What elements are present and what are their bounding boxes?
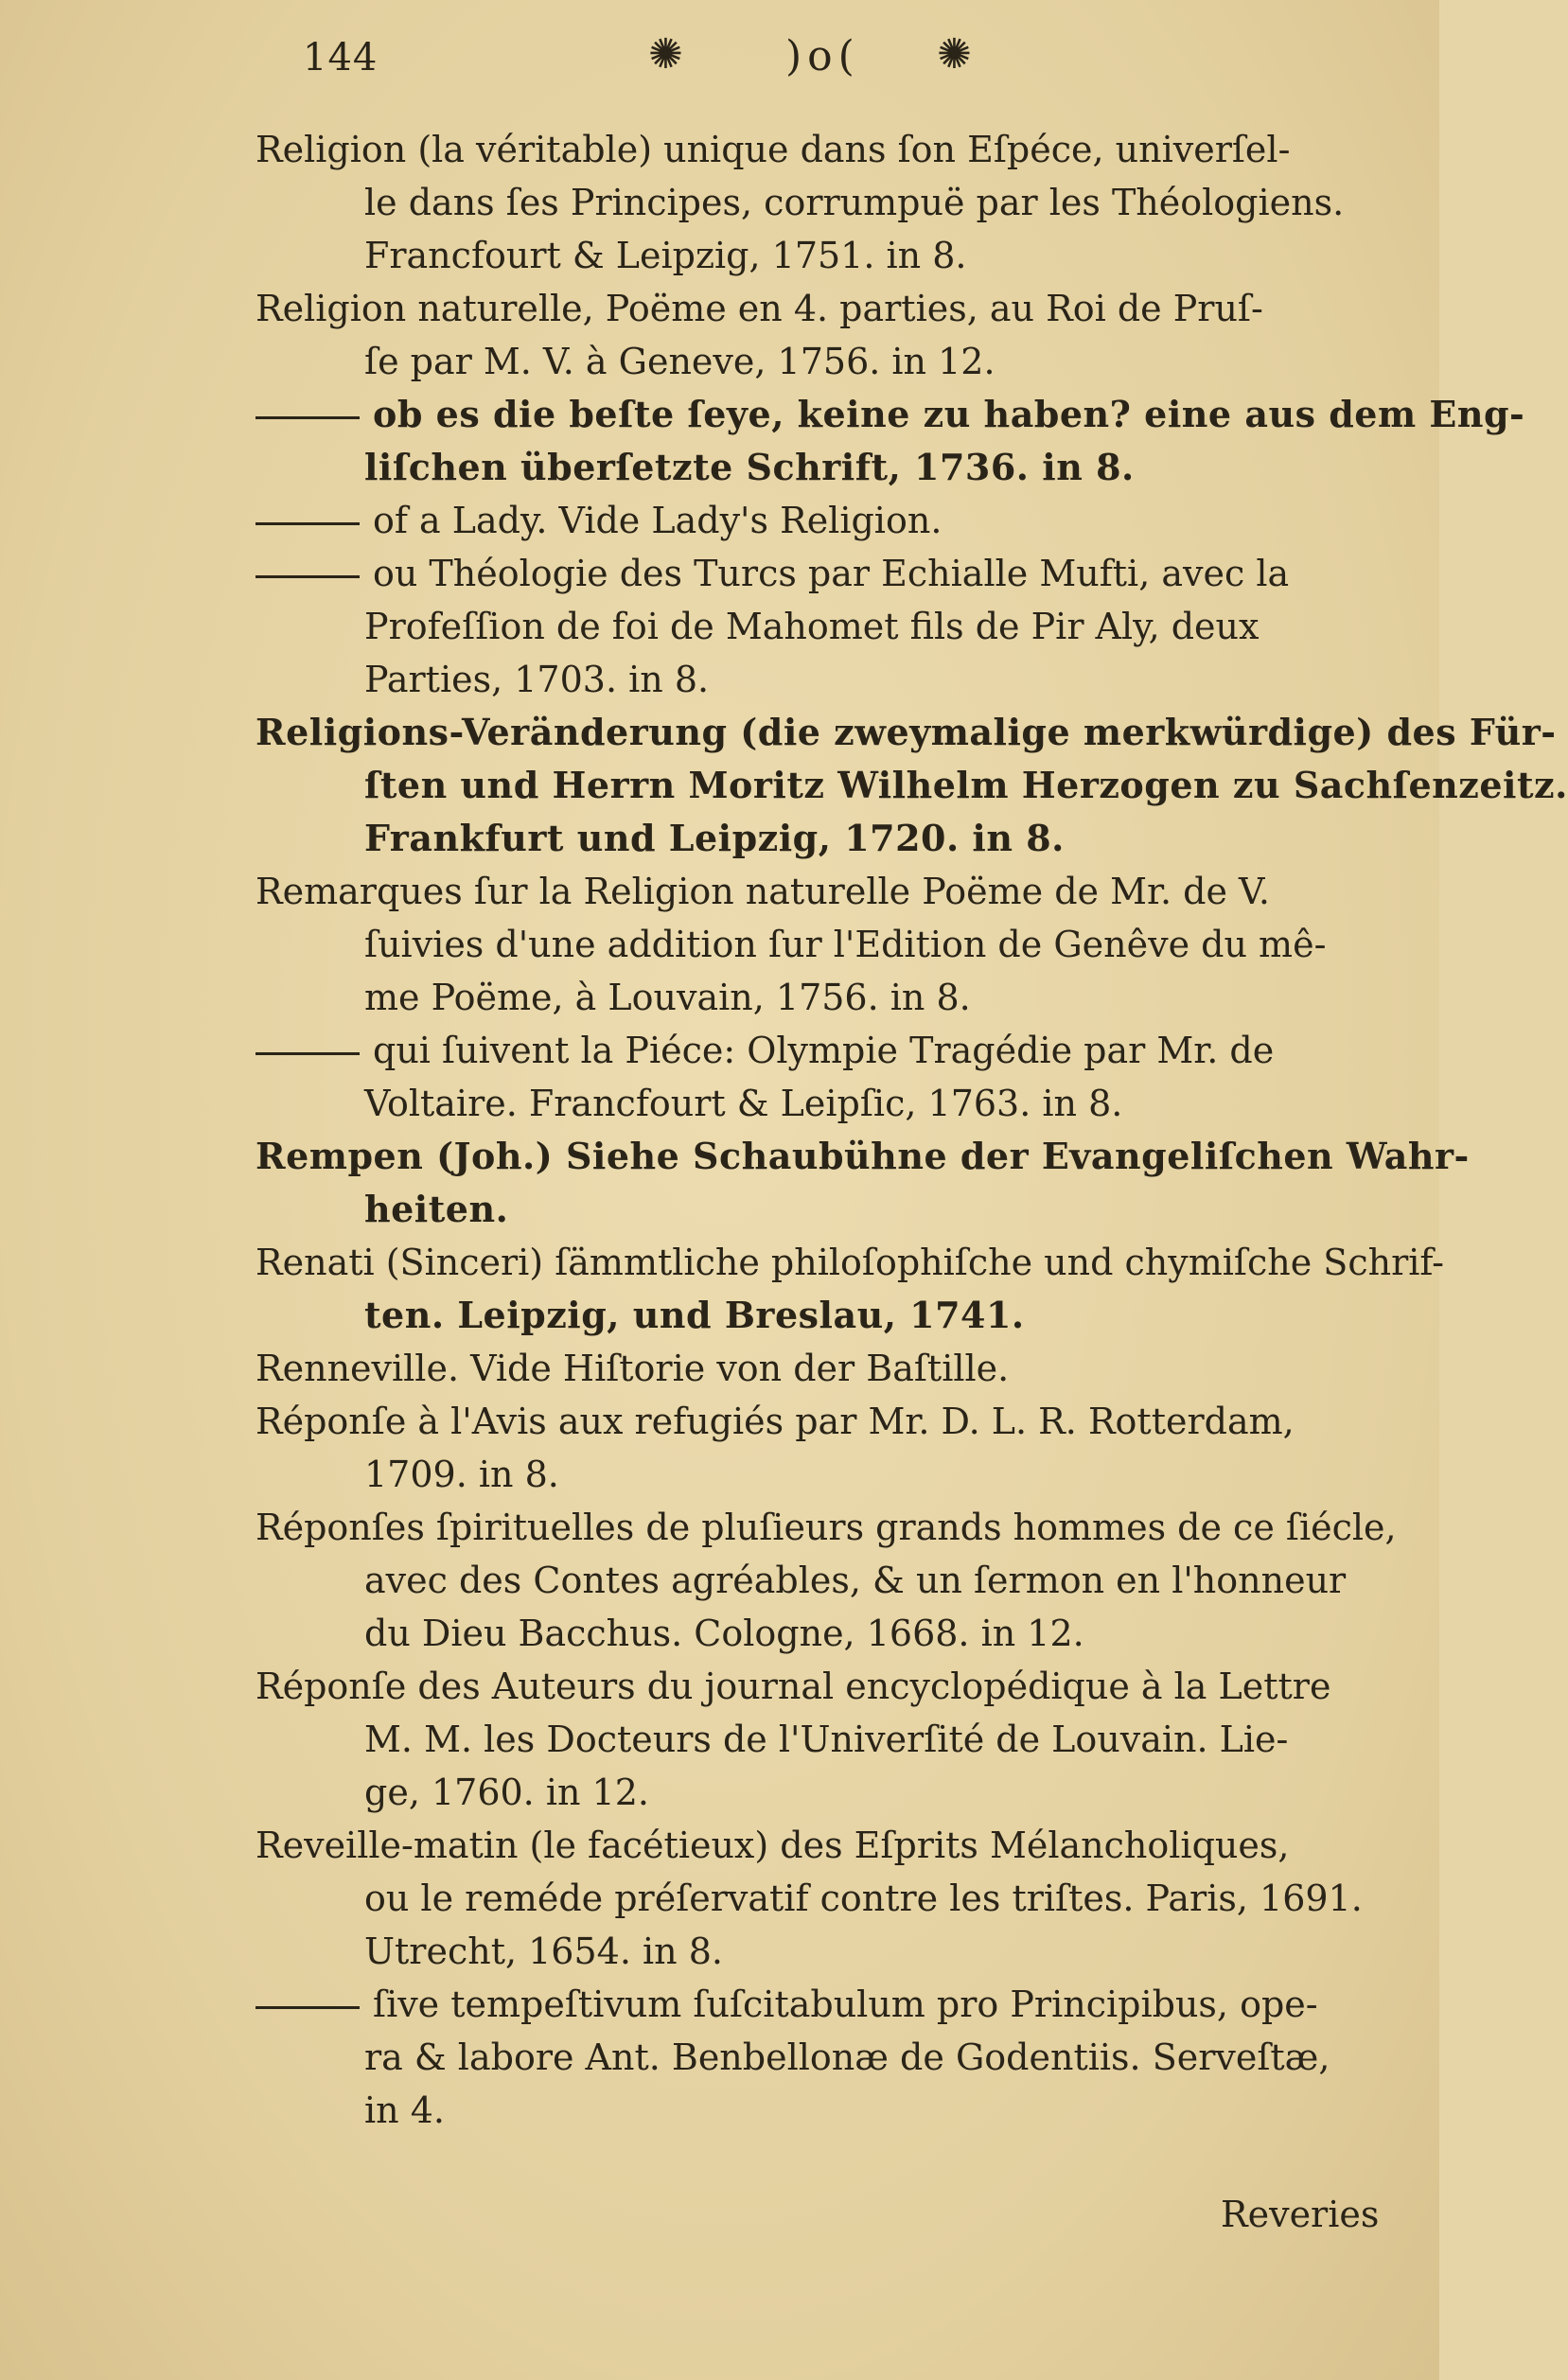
entry-line: ou le reméde préſervatif contre les triſtes. Paris, 1691. <box>364 1878 1363 1919</box>
entry-line: in 4. <box>364 2089 445 2131</box>
entry-renati <box>255 1236 1444 1342</box>
catalog-entries <box>255 123 1568 2137</box>
ditto-dash <box>255 1052 360 1055</box>
entry-line: Reveille-matin (le facétieux) des Eſprits Mélancholiques, <box>255 1825 1290 1866</box>
entry-line: Religion (la véritable) unique dans ſon Eſpéce, univerſel- <box>255 129 1291 170</box>
entry-religion-veritable <box>255 123 1410 282</box>
entry-line: Renneville. Vide Hiſtorie von der Baſtille. <box>255 1348 1010 1389</box>
entry-line-text: ob es die beſte ſeye, keine zu haben? eine aus dem Eng- <box>373 393 1525 435</box>
ditto-dash <box>255 575 360 578</box>
entry-religion-lady <box>255 494 1410 547</box>
entry-reponse-avis <box>255 1395 1410 1501</box>
ornament-right-icon: ✺ <box>937 30 972 79</box>
entry-reveille-matin <box>255 1819 1410 1978</box>
entry-line: Francfourt & Leipzig, 1751. in 8. <box>364 235 967 276</box>
ornament-left-icon: ✺ <box>648 30 683 79</box>
entry-line: Profeſſion de foi de Mahomet fils de Pir Aly, deux <box>364 606 1260 647</box>
entry-remarques <box>255 865 1410 1024</box>
entry-line: Remarques ſur la Religion naturelle Poëme de Mr. de V. <box>255 871 1270 912</box>
entry-line <box>255 1978 1410 2031</box>
entry-religion-turcs <box>255 547 1410 706</box>
entry-line: le dans ſes Principes, corrumpuë par les Théologiens. <box>364 182 1345 223</box>
entry-line: Rempen (Joh.) Siehe Schaubühne der Evangeliſchen Wahr- <box>255 1135 1470 1177</box>
entry-remarques-olympie <box>255 1024 1410 1130</box>
ditto-dash <box>255 522 360 525</box>
page-number: 144 <box>303 36 379 79</box>
entry-line: Religions-Veränderung (die zweymalige merkwürdige) des Für- <box>255 711 1557 753</box>
entry-line: heiten. <box>364 1188 509 1230</box>
entry-line: liſchen überſetzte Schrift, 1736. in 8. <box>364 446 1135 488</box>
entry-line: ten. Leipzig, und Breslau, 1741. <box>364 1294 1025 1336</box>
entry-line: ſuivies d'une addition ſur l'Edition de Genêve du mê- <box>364 924 1327 965</box>
page-header <box>284 26 1136 93</box>
entry-religions-veraenderung <box>255 706 1568 865</box>
entry-line: Réponſes ſpirituelles de pluſieurs grands hommes de ce ſiécle, <box>255 1507 1397 1548</box>
entry-reponse-auteurs <box>255 1660 1410 1819</box>
entry-line: ra & labore Ant. Benbellonæ de Godentiis. Serveſtæ, <box>364 2036 1330 2078</box>
entry-religion-beste <box>255 388 1525 494</box>
entry-rempen <box>255 1130 1470 1236</box>
entry-line: me Poëme, à Louvain, 1756. in 8. <box>364 977 971 1018</box>
ditto-dash <box>255 2006 360 2009</box>
entry-line-text: of a Lady. Vide Lady's Religion. <box>373 500 943 541</box>
entry-line: ſten und Herrn Moritz Wilhelm Herzogen zu Sachſenzeitz. <box>364 764 1568 806</box>
ditto-dash <box>255 416 360 419</box>
entry-line-text: qui ſuivent la Piéce: Olympie Tragédie par Mr. de <box>373 1030 1275 1071</box>
entry-line <box>255 1024 1410 1077</box>
entry-line: Parties, 1703. in 8. <box>364 659 710 700</box>
entry-religion-naturelle <box>255 282 1410 388</box>
entry-line: Réponſe des Auteurs du journal encyclopédique à la Lettre <box>255 1666 1331 1707</box>
entry-line: avec des Contes agréables, & un ſermon en l'honneur <box>364 1560 1347 1601</box>
entry-line: du Dieu Bacchus. Cologne, 1668. in 12. <box>364 1613 1084 1654</box>
entry-line: Réponſe à l'Avis aux refugiés par Mr. D. L. R. Rotterdam, <box>255 1401 1295 1442</box>
entry-line: Religion naturelle, Poëme en 4. parties, au Roi de Pruſ- <box>255 288 1263 329</box>
header-center-mark: )o( <box>785 32 860 80</box>
entry-line <box>255 547 1410 600</box>
entry-line: Renati (Sinceri) ſämmtliche philoſophiſche und chymiſche Schrif- <box>255 1242 1444 1283</box>
entry-renneville <box>255 1342 1410 1395</box>
catch-word: Reveries <box>1221 2194 1380 2235</box>
entry-line: ge, 1760. in 12. <box>364 1772 649 1813</box>
entry-line: Voltaire. Francfourt & Leipſic, 1763. in 8. <box>364 1083 1123 1124</box>
entry-line-text: ſive tempeſtivum ſuſcitabulum pro Principibus, ope- <box>373 1983 1318 2025</box>
entry-line <box>255 494 1410 547</box>
entry-line: ſe par M. V. à Geneve, 1756. in 12. <box>364 341 995 382</box>
entry-line: Frankfurt und Leipzig, 1720. in 8. <box>364 817 1065 859</box>
entry-line: 1709. in 8. <box>364 1454 559 1495</box>
entry-reponses-spirituelles <box>255 1501 1410 1660</box>
entry-line: M. M. les Docteurs de l'Univerſité de Louvain. Lie- <box>364 1719 1289 1760</box>
entry-line <box>255 388 1525 441</box>
entry-line: Utrecht, 1654. in 8. <box>364 1930 723 1972</box>
entry-reveille-tempestivum <box>255 1978 1410 2137</box>
entry-line-text: ou Théologie des Turcs par Echialle Mufti, avec la <box>373 553 1290 594</box>
